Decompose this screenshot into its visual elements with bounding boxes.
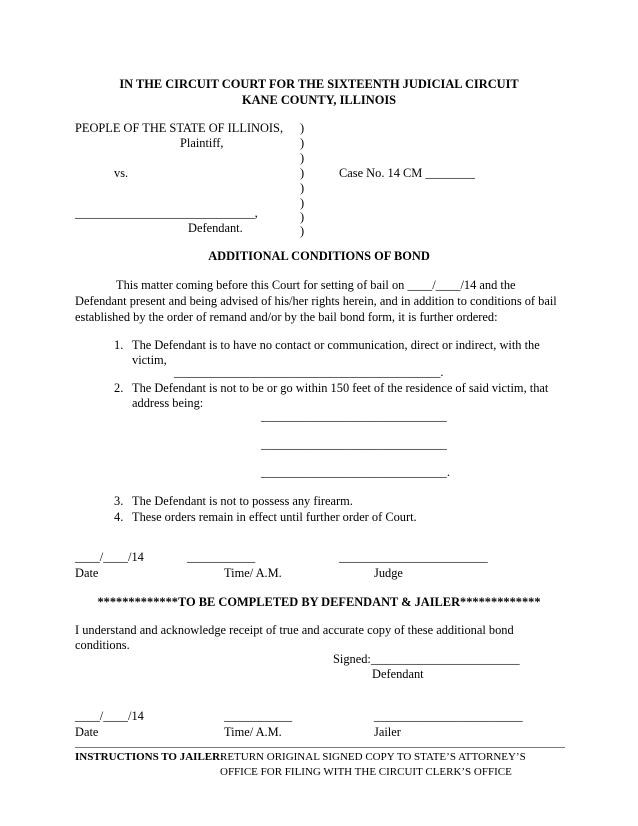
date-label: Date [75,566,99,580]
condition-2-address-label: address being: [132,396,204,410]
condition-1-number: 1. [114,338,124,352]
condition-1-text: The Defendant is to have no contact or communication, direct or indirect, with the [132,338,540,352]
intro-line-2: Defendant present and being advised of his/her rights herein, and in addition to conditions of bail [75,294,557,308]
judge-signature-blank: ________________________ [339,550,488,564]
county-heading: KANE COUNTY, ILLINOIS [241,93,397,107]
victim-name-blank: ___________________________________________. [174,365,444,379]
caption-paren: ) [300,121,305,135]
instructions-line-1: RETURN ORIGINAL SIGNED COPY TO STATE’S ATTORNEY’S [220,751,526,763]
caption-paren: ) [300,196,305,210]
condition-2-text: The Defendant is not to be or go within 150 feet of the residence of said victim, that [132,381,549,395]
caption-paren: ) [300,181,305,195]
defendant-blank: _____________________________, [75,206,258,220]
condition-4-text: These orders remain in effect until further order of Court. [132,510,417,524]
condition-4-number: 4. [114,510,124,524]
condition-2-number: 2. [114,381,124,395]
caption-paren: ) [300,151,305,165]
jailer-signature-blank: ________________________ [374,709,523,723]
vs-label: vs. [114,166,129,180]
time-label: Time/ A.M. [224,566,282,580]
caption-paren: ) [300,210,305,224]
defendant-signature-label: Defendant [372,667,424,681]
condition-3-text: The Defendant is not to possess any firearm. [132,494,353,508]
acknowledgment-line-1: I understand and acknowledge receipt of true and accurate copy of these additional bond [75,623,514,637]
instructions-line-2: OFFICE FOR FILING WITH THE CIRCUIT CLERK’S OFFICE [220,766,512,778]
plaintiff-name: PEOPLE OF THE STATE OF ILLINOIS, [75,121,284,135]
defendant-signature-line: Signed:________________________ [333,652,520,666]
plaintiff-label: Plaintiff, [180,136,224,150]
date-blank: ____/____/14 [75,550,144,564]
case-number: Case No. 14 CM ________ [339,166,475,180]
court-heading: IN THE CIRCUIT COURT FOR THE SIXTEENTH JUDICIAL CIRCUIT [119,77,519,91]
date-label: Date [75,725,99,739]
condition-3-number: 3. [114,494,124,508]
instructions-label: INSTRUCTIONS TO JAILER: [75,751,224,763]
defendant-jailer-heading: *************TO BE COMPLETED BY DEFENDANT & JAILER************* [97,595,541,609]
time-label: Time/ A.M. [224,725,282,739]
intro-line-1: This matter coming before this Court for setting of bail on ____/____/14 and the [116,278,516,292]
date-blank: ____/____/14 [75,709,144,723]
instructions-divider [75,747,565,748]
address-line-1: ______________________________ [261,409,447,423]
condition-1-victim: victim, [132,353,167,367]
caption-paren: ) [300,136,305,150]
acknowledgment-line-2: conditions. [75,638,130,652]
address-line-2: ______________________________ [261,437,447,451]
judge-label: Judge [374,566,403,580]
address-line-3: ______________________________. [261,465,450,479]
defendant-label: Defendant. [188,221,243,235]
jailer-label: Jailer [374,725,401,739]
document-title: ADDITIONAL CONDITIONS OF BOND [208,249,430,263]
time-blank: ___________ [187,550,256,564]
caption-paren: ) [300,224,305,238]
caption-paren: ) [300,166,305,180]
time-blank: ___________ [224,709,293,723]
intro-line-3: established by the order of remand and/or by the bail bond form, it is further ordered: [75,310,498,324]
